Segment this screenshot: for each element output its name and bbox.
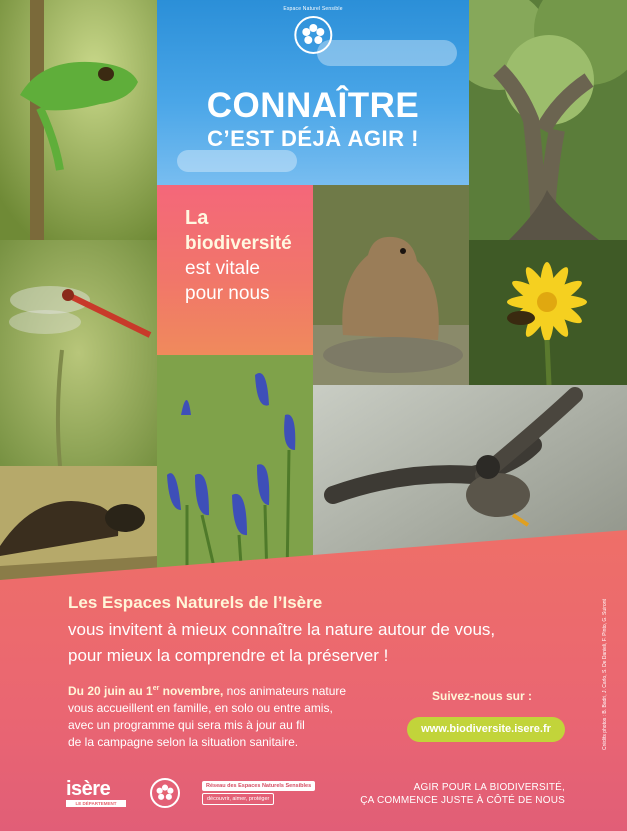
gentian-flowers-photo [157,355,313,580]
statement-line-4: pour nous [185,283,270,304]
isere-wordmark: isère [66,778,111,800]
logo-caption: Espace Naturel Sensible [283,6,343,12]
isere-subtitle: LE DÉPARTEMENT [66,800,126,807]
headline-primary: CONNAÎTRE [206,86,420,125]
dates-lead [68,684,223,698]
dates-lead-sup: er [152,685,160,692]
cloud-decoration [177,150,297,172]
biodiversity-statement-box [157,185,313,355]
old-tree-photo [469,0,627,240]
turtle-photo [0,466,157,580]
tree-frog-photo [0,0,157,240]
reseau-tagline: découvrir, aimer, protéger [202,793,274,805]
marmot-photo [313,185,469,385]
dates-lead-prefix: Du 20 juin au 1 [68,684,153,698]
follow-label: Suivez-nous sur : [432,689,533,703]
reseau-ens-logo [150,778,340,810]
dates-line-3: avec un programme qui sera mis à jour au fil [68,718,305,732]
reseau-name-label: Réseau des Espaces Naturels Sensibles [202,781,315,791]
dates-paragraph [68,680,378,751]
intro-line-2: vous invitent à mieux connaître la nature autour de vous, [68,620,496,639]
statement-line-2: biodiversité [185,233,292,254]
dates-line-4: de la campagne selon la situation sanitaire. [68,735,299,749]
headline-secondary: C’EST DÉJÀ AGIR ! [207,126,419,151]
header-banner [157,0,469,185]
ens-logo [283,6,342,54]
yellow-flower-photo [469,240,627,385]
statement-line-3: est vitale [185,258,260,279]
dates-lead-suffix: novembre, [159,684,224,698]
website-link[interactable]: www.biodiversite.isere.fr [407,717,565,742]
ens-flower-icon [150,778,180,808]
ens-flower-icon [294,16,332,54]
isere-department-logo [66,780,126,808]
dates-line-2: vous accueillent en famille, en solo ou entre amis, [68,701,333,715]
photo-credits: Crédits photos : B. Badri, J. Carlo, S. De Danieli, F. Pinto, G. Suiront [602,599,608,750]
dragonfly-photo [0,240,157,466]
statement-line-1: La [185,207,209,229]
footer-slogan [360,781,565,807]
slogan-line-2: ÇA COMMENCE JUSTE À CÔTÉ DE NOUS [360,795,565,806]
dates-line-1-rest: nos animateurs nature [223,684,347,698]
intro-title: Les Espaces Naturels de l’Isère [68,593,323,612]
slogan-line-1: AGIR POUR LA BIODIVERSITÉ, [413,782,565,793]
intro-line-3: pour mieux la comprendre et la préserver ! [68,646,389,665]
